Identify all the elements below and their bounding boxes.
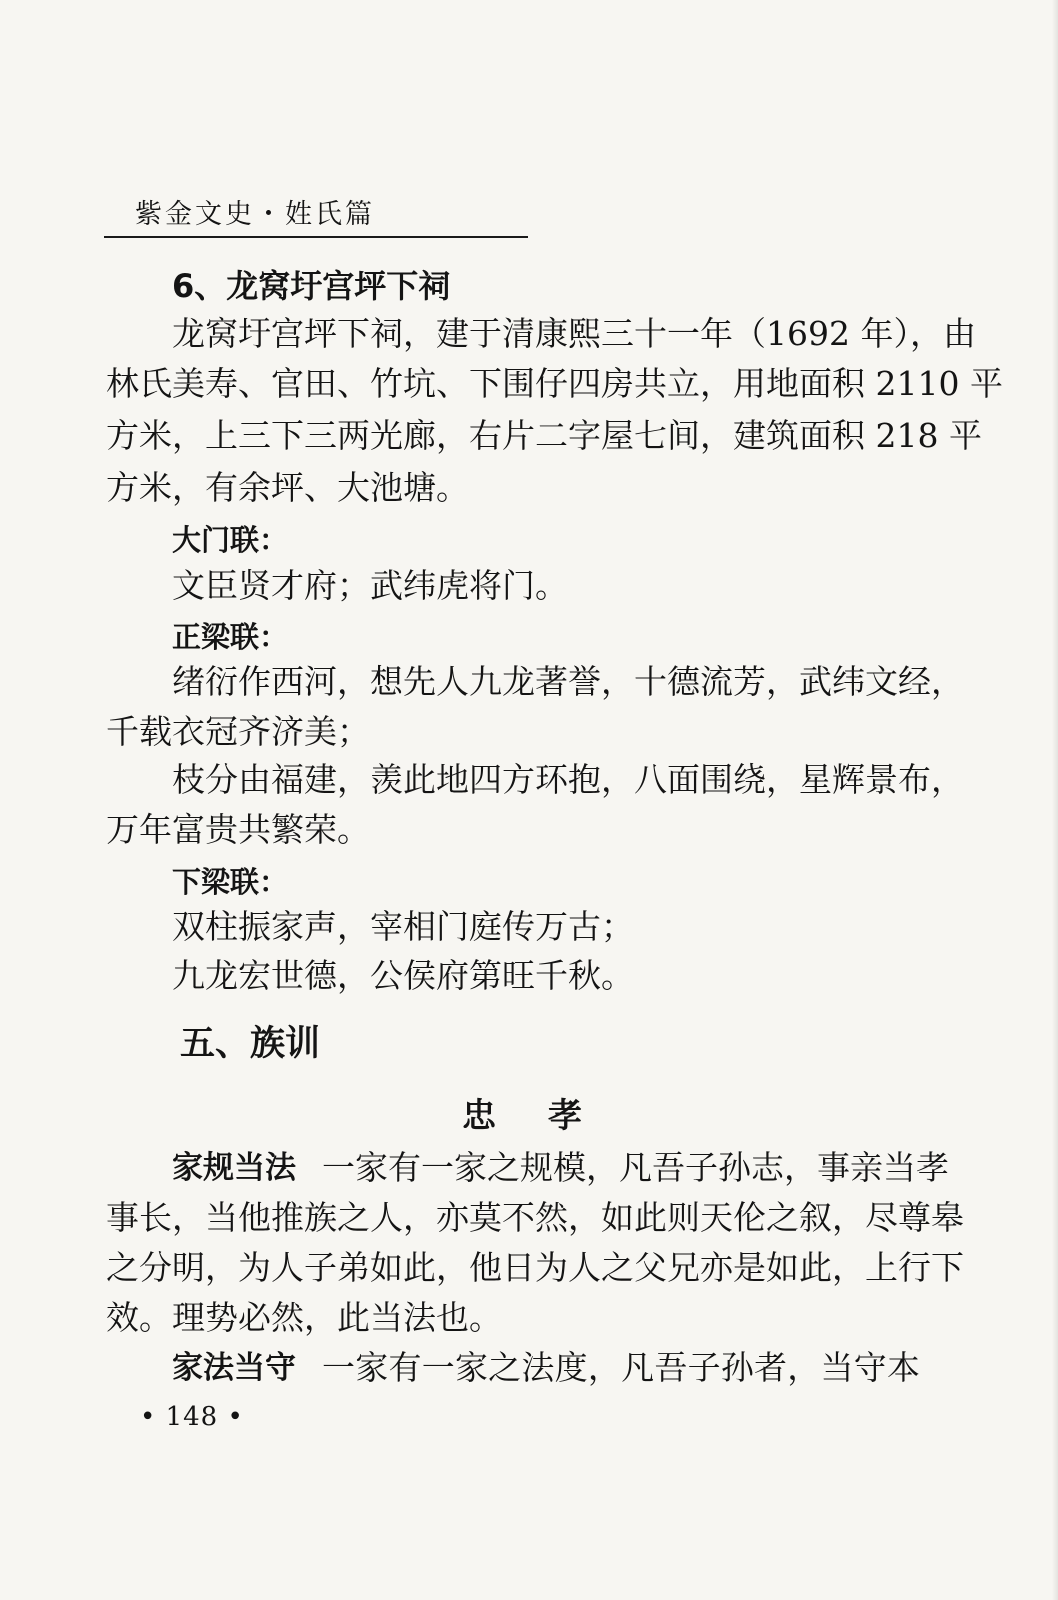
couplet-line: 绪衍作西河，想先人九龙著誉，十德流芳，武纬文经， [172, 662, 964, 701]
lower-beam-couplet-label: 下梁联： [172, 865, 289, 899]
section-5-title: 五、族训 [180, 1024, 321, 1064]
page-number: • 148 • [140, 1402, 244, 1432]
subsection-title: 忠孝 [462, 1096, 634, 1136]
couplet-line: 九龙宏世德，公侯府第旺千秋。 [172, 956, 634, 995]
rule-term: 家法当守 [172, 1350, 296, 1386]
body-line: 效。理势必然，此当法也。 [106, 1298, 502, 1337]
body-line: 之分明，为人子弟如此，他日为人之父兄亦是如此，上行下 [106, 1248, 964, 1287]
main-beam-couplet-label: 正梁联： [172, 620, 289, 654]
header-rule [104, 236, 528, 238]
body-line: 方米，有余坪、大池塘。 [106, 468, 469, 507]
couplet-line: 枝分由福建，羡此地四方环抱，八面围绕，星辉景布， [172, 760, 964, 799]
body-line: 林氏美寿、官田、竹坑、下围仔四房共立，用地面积 2110 平 [106, 364, 1003, 403]
body-line: 事长，当他推族之人，亦莫不然，如此则天伦之叙，尽尊皋 [106, 1198, 964, 1237]
body-line: 龙窝圩宫坪下祠，建于清康熙三十一年（1692 年），由 [172, 314, 976, 353]
section-6-title: 6、龙窝圩宫坪下祠 [172, 267, 451, 305]
running-header: 紫金文史・姓氏篇 [135, 199, 375, 230]
body-line: 一家有一家之法度，凡吾子孙者，当守本 [322, 1348, 920, 1387]
main-gate-couplet-label: 大门联： [172, 523, 289, 557]
couplet-line: 千载衣冠齐济美； [106, 712, 370, 751]
rule-term: 家规当法 [172, 1150, 296, 1186]
body-line: 方米，上三下三两光廊，右片二字屋七间，建筑面积 218 平 [106, 416, 982, 455]
scan-edge-shadow [1052, 0, 1058, 1600]
main-gate-couplet-text: 文臣贤才府；武纬虎将门。 [172, 566, 568, 605]
couplet-line: 万年富贵共繁荣。 [106, 810, 370, 849]
body-line: 一家有一家之规模，凡吾子孙志，事亲当孝 [322, 1148, 949, 1187]
couplet-line: 双柱振家声，宰相门庭传万古； [172, 907, 634, 946]
